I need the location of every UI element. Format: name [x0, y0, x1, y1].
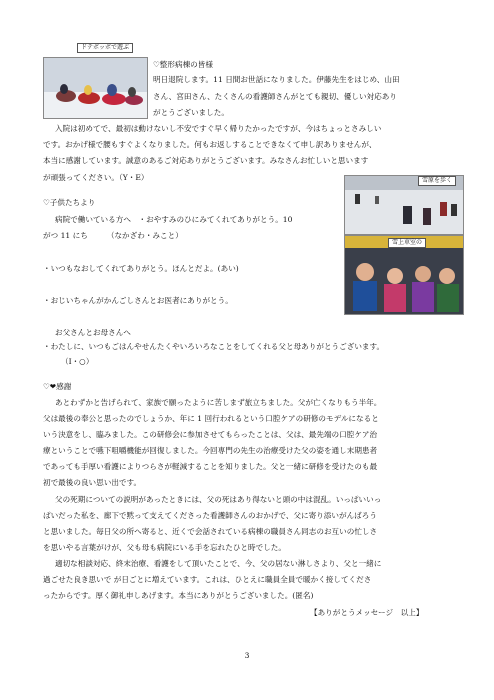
section3-heading — [43, 381, 71, 394]
section3-line: 療ということで嚥下咀嚼機能が回復しました。今回専門の先生の治療受けた父の姿を通し末期患者 — [43, 446, 378, 455]
section3-line: 父の死期についての説明があったときには、父の死はあり得ないと頭の中は混乱。いっぱいいっ — [55, 495, 382, 504]
section1-line: が頑張ってください。（Y・E） — [43, 173, 149, 182]
section3-line: を思いやる言葉がけが、父も母も病院にいる手を忘れたひと時でした。 — [43, 543, 286, 552]
section3-line: 初で最後の良い思い出です。 — [43, 478, 142, 487]
section1-line: です。おかげ様で腰もすぐよくなりました。何もお返しすることできなくて申し訳ありませんが、 — [43, 140, 377, 149]
section1-line: 明日退院します。11 日間お世話になりました。伊藤先生をはじめ、山田 — [153, 75, 400, 84]
section1-line: 本当に感謝しています。誠意のあるご対応ありがとうございます。みなさんお忙しいと思います — [43, 156, 369, 165]
section2-line: ・いつもなおしてくれてありがとう。ほんとだよ。(あい) — [43, 264, 239, 273]
photo-caption-snowcat: 雪上車室の — [388, 238, 426, 248]
page-number: 3 — [244, 651, 250, 660]
section3-line: と思いました。毎日父の所へ寄ると、近くで会話されている病棟の職員さん同志のお互いの忙しさ — [43, 527, 378, 536]
heart-icon: ♡❤ — [43, 382, 57, 391]
photo-sledding — [43, 57, 148, 119]
section3-closing: 【ありがとうメッセージ 以上】 — [310, 608, 424, 617]
section2-line: （I・○） — [61, 357, 94, 366]
section3-line: ったからです。厚く御礼申しあげます。本当にありがとうございました。(匿名) — [43, 591, 314, 600]
section1-line: さん、宮田さん、たくさんの看護師さんがとても親切、優しい対応あり — [153, 92, 397, 101]
section2-line: ・わたしに、いつもごはんやせんたくやいろいろなことをしてくれる父と母ありがとうございます。 — [43, 342, 385, 351]
section3-line: 適切な相談対応、終末治療、看護をして頂いたことで、今、父の居ない淋しさより、父と一緒に — [55, 559, 382, 568]
section3-line: いう決意をし、臨みました。この研修会に参加させてもらったことは、父は、最先端の口腔ケア治 — [43, 430, 378, 439]
section1-heading: ♡整形病棟の皆様 — [153, 60, 213, 69]
section2-heading: ♡子供たちより — [43, 198, 96, 207]
sledding-photo-image — [44, 58, 147, 118]
section3-line: 父は最後の奉公と思ったのでしょうか、年に 1 回行われるという口腔ケアの研修のモデルになると — [43, 414, 379, 423]
section3-heading-text: 感謝 — [56, 382, 72, 391]
section1-line: 入院は初めてで、最初は動けないし不安ですぐ早く帰りたかったですが、今はちょっとさみしい — [55, 124, 382, 133]
section2-line: 病院で働いている方へ ・おやすみのひにみてくれてありがとう。10 — [55, 215, 293, 224]
section3-line: ぱいだった私を、廊下で黙って支えてくださった看護師さんのおかげで、父に寄り添いがんばろう — [43, 511, 377, 520]
section3-line: 過ごせた良き思いで が日ごとに増えています。これは、ひとえに職員全員で暖かく接してくださ — [43, 575, 372, 584]
section1-line: がとうございました。 — [153, 108, 229, 117]
section3-line: であっても手厚い看護によりつらさが軽減することを知りました。父と一緒に研修を受けたのも最 — [43, 462, 378, 471]
photo-caption-sledding: ドテボッボで遊ぶ — [77, 43, 133, 53]
section2-line: がつ 11 にち （なかざわ・みこと） — [43, 231, 183, 240]
photo-caption-snowfield: 雪原を歩く — [418, 176, 456, 186]
section3-line: あとわずかと告げられて、家族で願ったように苦しまず旅立ちました。父が亡くなりもう半年。 — [55, 398, 382, 407]
section2-line: お父さんとお母さんへ — [55, 328, 131, 337]
section2-line: ・おじいちゃんがかんごしさんとお医者にありがとう。 — [43, 296, 233, 305]
